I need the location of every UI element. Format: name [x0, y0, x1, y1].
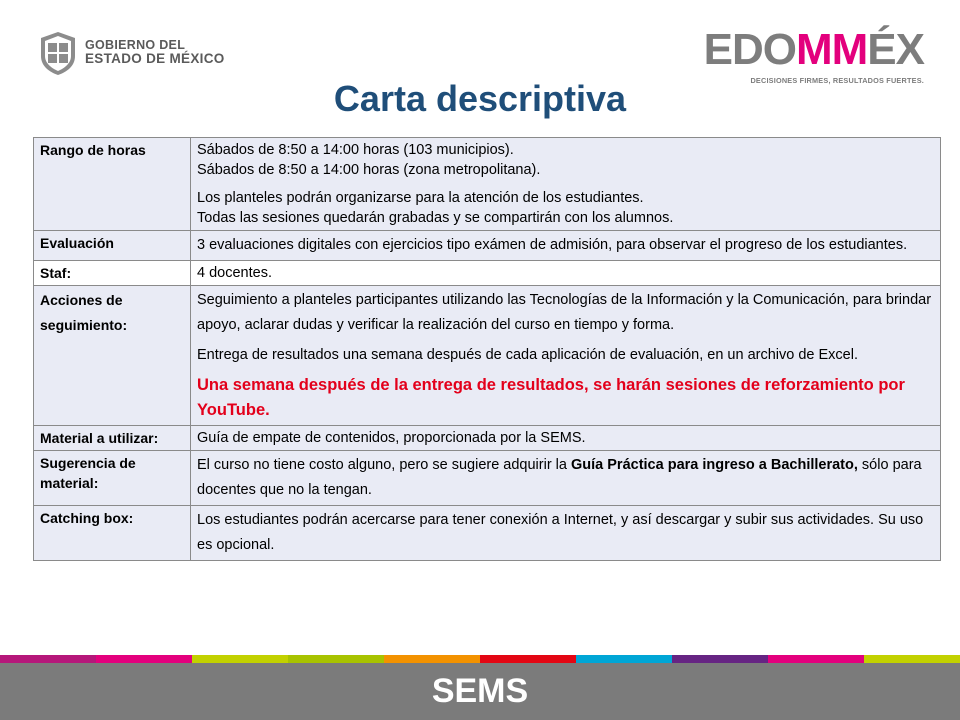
staf-text: 4 docentes.	[197, 265, 272, 281]
color-strip-segment	[480, 655, 576, 663]
rango-line-4: Todas las sesiones quedarán grabadas y se compartirán con los alumnos.	[197, 210, 674, 226]
sugerencia-text-before: El curso no tiene costo alguno, pero se sugiere adquirir la	[197, 457, 571, 473]
label-material: Material a utilizar:	[34, 426, 191, 451]
value-evaluacion	[191, 231, 941, 261]
rango-line-1: Sábados de 8:50 a 14:00 horas (103 municipios).	[197, 142, 514, 158]
gobierno-logo	[37, 30, 225, 76]
row-sugerencia	[34, 451, 941, 506]
acciones-label-text: Acciones de seguimiento:	[40, 292, 128, 333]
sugerencia-text	[197, 453, 934, 503]
row-rango-horas	[34, 138, 941, 231]
row-evaluacion	[34, 231, 941, 261]
acciones-p3-highlight: Una semana después de la entrega de resultados, se harán sesiones de reforzamiento por YouTube.	[197, 376, 905, 419]
value-staf	[191, 261, 941, 286]
sugerencia-text-bold: Guía Práctica para ingreso a Bachillerato,	[571, 457, 858, 473]
color-strip-segment	[192, 655, 288, 663]
color-strip-segment	[384, 655, 480, 663]
value-acciones-seguimiento	[191, 286, 941, 426]
label-evaluacion: Evaluación	[34, 231, 191, 261]
page-title: Carta descriptiva	[333, 78, 627, 119]
footer-text: SEMS	[431, 672, 529, 710]
gobierno-line1: GOBIERNO DEL	[85, 38, 186, 53]
color-strip-segment	[288, 655, 384, 663]
gobierno-line2: ESTADO DE MÉXICO	[85, 51, 225, 67]
color-strip-segment	[576, 655, 672, 663]
color-strip-segment	[864, 655, 960, 663]
rango-line-3: Los planteles podrán organizarse para la atención de los estudiantes.	[197, 190, 644, 206]
edomex-wordmark	[703, 25, 924, 74]
label-rango-horas: Rango de horas	[34, 138, 191, 231]
edomex-prefix: EDO	[703, 25, 796, 74]
material-text: Guía de empate de contenidos, proporcionada por la SEMS.	[197, 430, 586, 446]
rango-line-2: Sábados de 8:50 a 14:00 horas (zona metropolitana).	[197, 162, 541, 178]
color-strip-segment	[768, 655, 864, 663]
value-material	[191, 426, 941, 451]
row-acciones-seguimiento	[34, 286, 941, 426]
value-sugerencia	[191, 451, 941, 506]
value-rango-horas	[191, 138, 941, 231]
evaluacion-text: 3 evaluaciones digitales con ejercicios tipo exámen de admisión, para observar el progreso de los estudiantes.	[197, 237, 908, 253]
label-staf: Staf:	[34, 261, 191, 286]
footer-bar	[0, 663, 960, 720]
label-catching-box: Catching box:	[34, 506, 191, 561]
catching-text: Los estudiantes podrán acercarse para tener conexión a Internet, y así descargar y subir sus actividades. Su uso es opcional.	[197, 512, 924, 553]
edomex-mark: MM	[795, 25, 868, 74]
label-acciones-seguimiento	[34, 286, 191, 426]
row-catching-box	[34, 506, 941, 561]
value-catching-box	[191, 506, 941, 561]
label-sugerencia: Sugerencia de material:	[34, 451, 191, 506]
color-strip	[0, 655, 960, 663]
sugerencia-text-after: sólo para docentes que no la tengan.	[197, 457, 922, 498]
descriptive-table	[33, 137, 941, 561]
edomex-logo	[703, 25, 924, 85]
color-strip-segment	[96, 655, 192, 663]
row-material	[34, 426, 941, 451]
row-staf	[34, 261, 941, 286]
color-strip-segment	[672, 655, 768, 663]
edomex-slogan: DECISIONES FIRMES, RESULTADOS FUERTES.	[750, 76, 924, 85]
color-strip-segment	[0, 655, 96, 663]
edomex-suffix: ÉX	[867, 25, 924, 74]
crest-icon	[37, 30, 79, 76]
acciones-p2: Entrega de resultados una semana después de cada aplicación de evaluación, en un archivo de Excel.	[197, 347, 858, 363]
acciones-p1: Seguimiento a planteles participantes utilizando las Tecnologías de la Información y la Comunicación, para brindar apoyo, aclarar dudas y verificar la realización del curso en tiempo y forma.	[197, 292, 932, 333]
